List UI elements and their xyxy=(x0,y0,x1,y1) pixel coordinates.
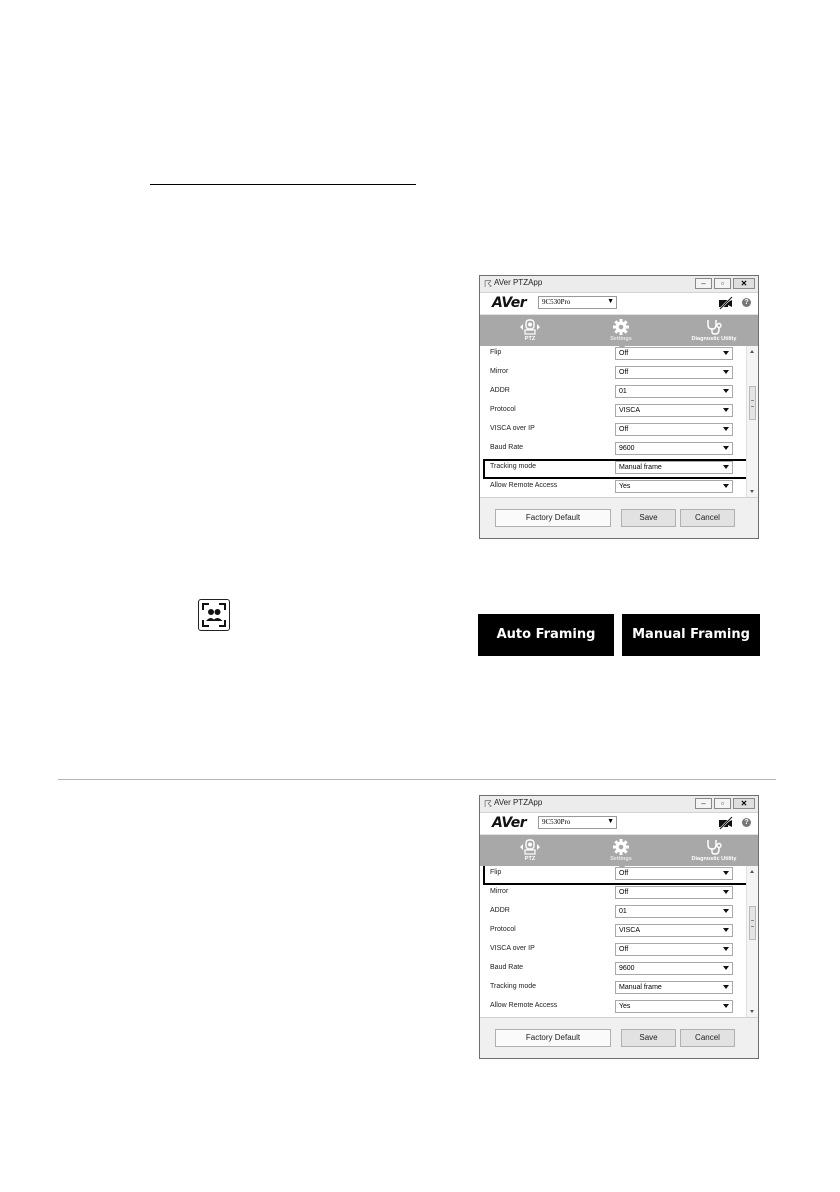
addr-select[interactable] xyxy=(615,385,733,398)
select-value: Manual frame xyxy=(619,464,662,471)
stethoscope-icon xyxy=(683,317,745,336)
settings-row-allow-remote-access xyxy=(480,998,744,1017)
visca-over-ip-select[interactable] xyxy=(615,943,733,956)
chevron-down-icon xyxy=(723,928,729,932)
row-label: ADDR xyxy=(490,907,510,914)
help-icon[interactable]: ? xyxy=(742,818,751,827)
select-value: Off xyxy=(619,946,629,953)
underlined-link-line[interactable] xyxy=(150,184,416,185)
app-header xyxy=(480,813,758,835)
chevron-down-icon xyxy=(723,484,729,488)
manual-framing-button[interactable]: Manual Framing xyxy=(622,614,760,656)
title-bar xyxy=(480,276,758,293)
scroll-thumb[interactable] xyxy=(749,906,756,940)
close-button[interactable]: ✕ xyxy=(733,798,755,809)
flip-select[interactable] xyxy=(615,867,733,880)
tab-bar xyxy=(480,315,758,346)
button-bar xyxy=(480,498,758,538)
help-icon[interactable]: ? xyxy=(742,298,751,307)
row-label: Allow Remote Access xyxy=(490,482,558,489)
row-label: Allow Remote Access xyxy=(490,1002,558,1009)
select-value: 9600 xyxy=(619,445,635,452)
ptzapp-window-flip xyxy=(479,795,759,1059)
row-label: Mirror xyxy=(490,888,509,895)
tab-bar xyxy=(480,835,758,866)
addr-select[interactable] xyxy=(615,905,733,918)
tab-settings-label: Settings xyxy=(610,336,632,342)
row-label: Flip xyxy=(490,869,502,876)
settings-panel xyxy=(480,346,758,498)
gear-icon xyxy=(604,837,638,856)
select-value: VISCA xyxy=(619,407,641,414)
model-value: 9C530Pro xyxy=(542,818,571,826)
chevron-down-icon xyxy=(723,465,729,469)
scroll-up-icon[interactable] xyxy=(750,350,754,353)
tab-diagnostic-utility[interactable] xyxy=(683,317,745,343)
settings-row-protocol xyxy=(480,922,744,941)
row-label: Flip xyxy=(490,349,502,356)
settings-row-flip xyxy=(480,866,744,884)
window-title: AVer PTZApp xyxy=(494,278,543,287)
chevron-down-icon: ▼ xyxy=(607,818,614,825)
protocol-select[interactable] xyxy=(615,924,733,937)
app-icon: ☈ xyxy=(484,279,493,289)
tracking-mode-select[interactable] xyxy=(615,461,733,474)
settings-row-tracking-mode xyxy=(480,459,744,478)
chevron-down-icon xyxy=(723,947,729,951)
tab-settings-label: Settings xyxy=(610,856,632,862)
chevron-down-icon xyxy=(723,351,729,355)
row-label: Tracking mode xyxy=(490,463,537,470)
allow-remote-access-select[interactable] xyxy=(615,1000,733,1013)
framing-people-icon xyxy=(198,599,230,631)
mirror-select[interactable] xyxy=(615,886,733,899)
settings-row-allow-remote-access xyxy=(480,478,744,497)
scroll-up-icon[interactable] xyxy=(750,870,754,873)
stethoscope-icon xyxy=(683,837,745,856)
chevron-down-icon xyxy=(723,985,729,989)
scroll-thumb[interactable] xyxy=(749,386,756,420)
row-label: Mirror xyxy=(490,368,509,375)
scrollbar[interactable] xyxy=(746,866,758,1017)
ptzapp-window-tracking xyxy=(479,275,759,539)
window-title: AVer PTZApp xyxy=(494,798,543,807)
settings-row-baud-rate xyxy=(480,960,744,979)
cancel-button[interactable]: Cancel xyxy=(680,509,735,527)
camera-off-icon[interactable] xyxy=(718,296,734,310)
settings-row-mirror xyxy=(480,884,744,903)
minimize-button[interactable]: – xyxy=(695,278,712,289)
settings-row-addr xyxy=(480,383,744,402)
row-label: VISCA over IP xyxy=(490,425,535,432)
select-value: Off xyxy=(619,350,629,357)
model-value: 9C530Pro xyxy=(542,298,571,306)
protocol-select[interactable] xyxy=(615,404,733,417)
chevron-down-icon xyxy=(723,1004,729,1008)
settings-row-mirror xyxy=(480,364,744,383)
visca-over-ip-select[interactable] xyxy=(615,423,733,436)
factory-default-button[interactable]: Factory Default xyxy=(495,509,611,527)
select-value: Off xyxy=(619,369,629,376)
tab-settings[interactable] xyxy=(604,837,638,863)
tab-ptz-label: PTZ xyxy=(524,856,536,862)
row-label: Protocol xyxy=(490,926,516,933)
chevron-down-icon xyxy=(723,389,729,393)
select-value: Off xyxy=(619,889,629,896)
select-value: 9600 xyxy=(619,965,635,972)
tab-ptz[interactable] xyxy=(512,317,548,343)
select-value: Manual frame xyxy=(619,984,662,991)
settings-row-protocol xyxy=(480,402,744,421)
gear-icon xyxy=(604,317,638,336)
settings-row-addr xyxy=(480,903,744,922)
select-value: VISCA xyxy=(619,927,641,934)
select-value: 01 xyxy=(619,908,627,915)
chevron-down-icon: ▼ xyxy=(607,298,614,305)
model-select[interactable] xyxy=(538,816,617,829)
maximize-button[interactable]: ▫ xyxy=(714,798,731,809)
tab-settings[interactable] xyxy=(604,317,638,343)
chevron-down-icon xyxy=(723,408,729,412)
section-divider xyxy=(58,779,776,780)
chevron-down-icon xyxy=(723,370,729,374)
save-button[interactable]: Save xyxy=(621,509,676,527)
select-value: 01 xyxy=(619,388,627,395)
allow-remote-access-select[interactable] xyxy=(615,480,733,493)
ptz-camera-icon xyxy=(512,837,548,856)
select-value: Yes xyxy=(619,1003,631,1010)
cancel-button[interactable]: Cancel xyxy=(680,1029,735,1047)
button-bar xyxy=(480,1018,758,1058)
app-icon: ☈ xyxy=(484,799,493,809)
settings-row-visca-over-ip xyxy=(480,941,744,960)
tab-ptz[interactable] xyxy=(512,837,548,863)
chevron-down-icon xyxy=(723,871,729,875)
select-value: Off xyxy=(619,426,629,433)
row-label: ADDR xyxy=(490,387,510,394)
camera-off-icon[interactable] xyxy=(718,816,734,830)
scroll-down-icon[interactable] xyxy=(750,490,754,493)
aver-logo: AVer xyxy=(492,295,527,311)
settings-row-baud-rate xyxy=(480,440,744,459)
select-value: Off xyxy=(619,870,629,877)
row-label: Baud Rate xyxy=(490,964,524,971)
settings-row-tracking-mode xyxy=(480,979,744,998)
chevron-down-icon xyxy=(723,427,729,431)
app-header xyxy=(480,293,758,315)
tab-diagnostic-label: Diagnostic Utility xyxy=(691,856,737,862)
aver-logo: AVer xyxy=(492,815,527,831)
tab-ptz-label: PTZ xyxy=(524,336,536,342)
baud-rate-select[interactable] xyxy=(615,442,733,455)
save-button[interactable]: Save xyxy=(621,1029,676,1047)
title-bar xyxy=(480,796,758,813)
tab-diagnostic-utility[interactable] xyxy=(683,837,745,863)
maximize-button[interactable]: ▫ xyxy=(714,278,731,289)
select-value: Yes xyxy=(619,483,631,490)
row-label: VISCA over IP xyxy=(490,945,535,952)
settings-row-visca-over-ip xyxy=(480,421,744,440)
mirror-select[interactable] xyxy=(615,366,733,379)
row-label: Protocol xyxy=(490,406,516,413)
scroll-down-icon[interactable] xyxy=(750,1010,754,1013)
chevron-down-icon xyxy=(723,909,729,913)
settings-panel xyxy=(480,866,758,1018)
ptz-camera-icon xyxy=(512,317,548,336)
close-button[interactable]: ✕ xyxy=(733,278,755,289)
factory-default-button[interactable]: Factory Default xyxy=(495,1029,611,1047)
auto-framing-button[interactable]: Auto Framing xyxy=(478,614,614,656)
minimize-button[interactable]: – xyxy=(695,798,712,809)
row-label: Tracking mode xyxy=(490,983,537,990)
model-select[interactable] xyxy=(538,296,617,309)
chevron-down-icon xyxy=(723,966,729,970)
tracking-mode-select[interactable] xyxy=(615,981,733,994)
row-label: Baud Rate xyxy=(490,444,524,451)
settings-row-flip xyxy=(480,346,744,364)
flip-select[interactable] xyxy=(615,347,733,360)
chevron-down-icon xyxy=(723,446,729,450)
tab-diagnostic-label: Diagnostic Utility xyxy=(691,336,737,342)
baud-rate-select[interactable] xyxy=(615,962,733,975)
scrollbar[interactable] xyxy=(746,346,758,497)
chevron-down-icon xyxy=(723,890,729,894)
